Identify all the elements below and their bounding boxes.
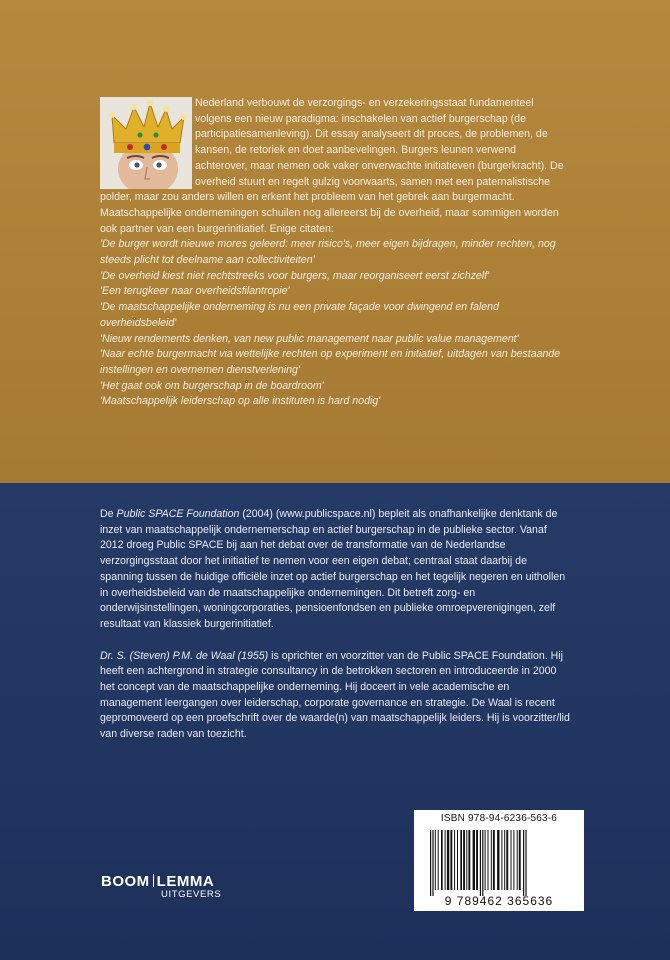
quote-8: 'Maatschappelijk leiderschap op alle instituten is hard nodig' [100, 395, 381, 408]
barcode-bar [497, 830, 499, 890]
barcode-bar [457, 830, 458, 890]
barcode-bar [441, 830, 443, 890]
foundation-text: (2004) (www.publicspace.nl) bepleit als onafhankelijke denktank de inzet van maatschappelijk ondernemerschap en actief burgerschap in de publieke sector. Vanaf 2012 droeg Public SPACE bij aan het debat over de transformatie van de Nederlandse verzorgingsstaat door het initiatief te nemen voor een eigen debat; centraal staat daarbij de spanning tussen de huidige officiële inzet op actief burgerschap en het tegelijk negeren en uithollen in overheidsbeleid van de maatschappelijke ondernemingen. Dit betreft zorg- en onderwijsinstellingen, woningcorporaties, pensioenfondsen en publieke omroepverenigingen, zelf resultaat van klassiek burgerinitiatief. [100, 508, 566, 630]
barcode-bar [476, 830, 478, 890]
quote-5: 'Nieuw rendements denken, van new public management naar public value management' [100, 332, 519, 345]
publisher-name-left: BOOM [101, 873, 150, 890]
barcode-bar [466, 830, 467, 890]
barcode-bar [435, 830, 436, 890]
barcode-bar [432, 830, 433, 896]
barcode-bars [428, 830, 574, 896]
barcode-bar [525, 830, 526, 896]
barcode-bar [513, 830, 514, 890]
publisher-separator [153, 874, 154, 887]
barcode-bar [511, 830, 512, 890]
barcode-bar [488, 830, 489, 890]
barcode-bar [468, 830, 470, 890]
barcode-bar [491, 830, 492, 890]
barcode-bar [523, 830, 524, 896]
barcode-bar [517, 830, 518, 890]
barcode-bar [454, 830, 455, 890]
barcode-bar [504, 830, 505, 890]
intro-text [100, 96, 570, 410]
barcode-bar [473, 830, 475, 890]
publisher-name-right: LEMMA [156, 873, 215, 890]
quote-4: 'De maatschappelijke onderneming is nu een private façade voor dwingend en falend overheidsbeleid' [100, 301, 499, 329]
paragraph-gap [100, 633, 572, 649]
barcode-bar [480, 830, 481, 896]
author-text: is oprichter en voorzitter van de Public SPACE Foundation. Hij heeft een achtergrond in strategie consultancy in de betrokken sectoren en introduceerde in 2000 het concept van de maatschappelijke onderneming. Hij doceert in vele academische en management leergangen over leiderschap, corporate governance en strategie. De Waal is recent gepromoveerd op een proefschrift over de waarde(n) van maatschappelijk leiders. Hij is voorzitter/lid van diverse raden van toezicht. [100, 649, 570, 741]
quote-1: 'De burger wordt nieuwe mores geleerd: meer risico's, meer eigen bijdragen, minder rechten, nog steeds plicht tot deelname aan collectiviteiten' [100, 238, 556, 267]
barcode-bar [447, 830, 449, 890]
foundation-prefix: De [100, 508, 117, 520]
intro-paragraph: Nederland verbouwt de verzorgings- en verzekeringsstaat fundamenteel volgens een nieuw paradigma: inschakelen van actief burgerschap (de participatiesamenleving). Dit essay analyseert dit proces, de problemen, de kansen, de retoriek en doet aanbevelingen. Burgers leunen verwend achterover, maar nemen ook vaker onverwachte initiatieven (burgerkracht). De overheid stuurt en regelt gulzig voorwaarts, samen met een paternalistische polder, maar zou anders willen en erkent het probleem van het gebrek aan burgermacht. Maatschappelijke ondernemingen schuilen nog allereerst bij de overheid, maar sommigen worden ook partner van een burgerinitiatief. Enige citaten: [100, 97, 564, 235]
quote-7: 'Het gaat ook om burgerschap in de boardroom' [100, 379, 324, 392]
barcode-bar [460, 830, 462, 890]
isbn-label: ISBN 978-94-6236-563-6 [440, 813, 558, 824]
barcode-bar [430, 830, 431, 896]
bottom-text [100, 507, 572, 743]
barcode-bar [519, 830, 521, 890]
publisher-subtitle: UITGEVERS [161, 889, 222, 900]
author-paragraph [100, 649, 572, 743]
barcode-bar [482, 830, 483, 896]
quote-6: 'Naar echte burgermacht via wettelijke rechten op experiment en initiatief, uitdagen van bestaande instellingen en overnemen dienstverlening' [100, 348, 561, 376]
barcode-bar [506, 830, 508, 890]
barcode-bar [438, 830, 439, 890]
barcode-bar [463, 830, 465, 890]
barcode-bar [493, 830, 495, 890]
publisher-name [101, 873, 221, 890]
ean-number: 9 789462 365636 [444, 894, 554, 908]
publisher-logo [101, 873, 221, 900]
foundation-paragraph [100, 507, 572, 633]
barcode-bar [485, 830, 486, 890]
illustration-spacer [100, 96, 195, 189]
barcode-bar [501, 830, 502, 890]
quote-2: 'De overheid kiest niet rechtstreeks voor burgers, maar reorganiseert eerst zichzelf' [100, 269, 490, 282]
barcode-box [414, 810, 584, 911]
quote-list [100, 237, 570, 410]
author-name: Dr. S. (Steven) P.M. de Waal (1955) [100, 649, 269, 662]
barcode-bar [450, 830, 452, 890]
foundation-name: Public SPACE Foundation [116, 508, 240, 520]
barcode-bar [445, 830, 446, 890]
quote-3: 'Een terugkeer naar overheidsfilantropie' [100, 285, 290, 298]
